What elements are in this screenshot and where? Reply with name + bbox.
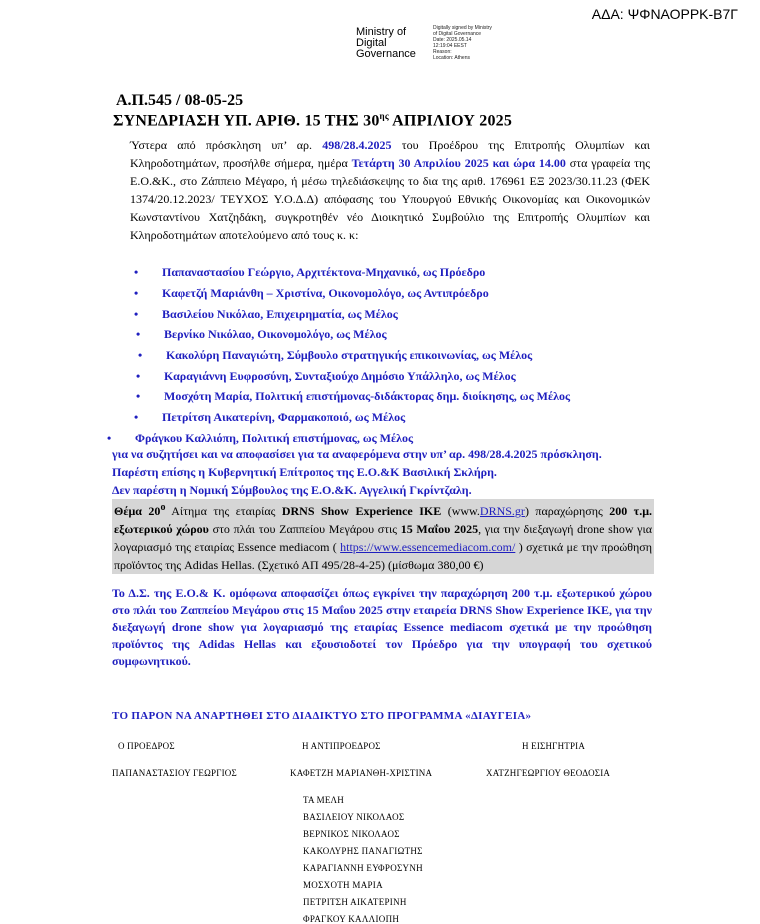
vice-president-role: Η ΑΝΤΙΠΡΟΕΔΡΟΣ bbox=[302, 741, 381, 751]
board-member-item: • Παπαναστασίου Γεώργιο, Αρχιτέκτονα-Μηχανικό, ως Πρόεδρο bbox=[162, 265, 485, 280]
signature-line: Date: 2025.05.14 bbox=[433, 37, 472, 43]
agenda-label-text: Θέμα 20 bbox=[114, 504, 161, 518]
ministry-line: Digital bbox=[356, 37, 387, 49]
member-signature-name: ΜΟΣΧΟΤΗ ΜΑΡΙΑ bbox=[303, 880, 383, 890]
board-member-item: • Βασιλείου Νικόλαο, Επιχειρηματία, ως Μέλος bbox=[162, 307, 398, 322]
agenda-text: ) παραχώρησης bbox=[524, 504, 610, 518]
agenda-label bbox=[114, 504, 165, 518]
signature-line: Reason: bbox=[433, 49, 452, 55]
publish-notice: ΤΟ ΠΑΡΟΝ ΝΑ ΑΝΑΡΤΗΘΕΙ ΣΤΟ ΔΙΑΔΙΚΤΥΟ ΣΤΟ ΠΡΟΓΡΑΜΜΑ «ΔΙΑΥΓΕΙΑ» bbox=[112, 710, 532, 722]
rapporteur-role: Η ΕΙΣΗΓΗΤΡΙΑ bbox=[522, 741, 586, 751]
meeting-datetime: Τετάρτη 30 Απριλίου 2025 και ώρα 14.00 bbox=[351, 156, 566, 170]
board-member-item: • Καφετζή Μαριάνθη – Χριστίνα, Οικονομολόγο, ως Αντιπρόεδρο bbox=[162, 286, 489, 301]
signature-line: Digitally signed by Ministry bbox=[433, 25, 492, 31]
signature-line: 12:19:04 EEST bbox=[433, 43, 467, 49]
president-name: ΠΑΠΑΝΑΣΤΑΣΙΟΥ ΓΕΩΡΓΙΟΣ bbox=[112, 768, 237, 778]
commissioner-line: Παρέστη επίσης η Κυβερνητική Επίτροπος της Ε.Ο.&Κ Βασιλική Σκλήρη. bbox=[112, 465, 497, 479]
agenda-item-box bbox=[112, 499, 654, 574]
board-member-item: • Φράγκου Καλλιόπη, Πολιτική επιστήμονας, ως Μέλος bbox=[135, 431, 413, 446]
agenda-text: (www. bbox=[441, 504, 480, 518]
digital-signature-block bbox=[433, 25, 492, 61]
area-size: 200 τ.μ. εξωτερικού χώρου bbox=[114, 504, 652, 536]
board-decision: Το Δ.Σ. της Ε.Ο.& Κ. ομόφωνα αποφασίζει όπως εγκρίνει την παραχώρηση 200 τ.μ. εξωτερικού χώρου στο πλάι του Ζαππείου Μεγάρου στις 15 Μαΐου 2025 στην εταιρεία DRNS Show Experience IKE, για την διεξαγωγή drone show για λογαριασμό της εταιρίας Essence mediacom σχετικά με την προώθηση προϊόντος της Adidas Hellas και εξουσιοδοτεί τον Πρόεδρο για την υπογραφή του σχετικού συμφωνητικού. bbox=[112, 586, 652, 668]
agenda-text: ) σχετικά με την προώθηση προϊόντος της Adidas Hellas. (Σχετικό ΑΠ 495/28-4-25) (μίσθωμα 380,00 €) bbox=[114, 540, 652, 572]
board-member-item: • Μοσχότη Μαρία, Πολιτική επιστήμονας-διδάκτορας δημ. διοίκησης, ως Μέλος bbox=[164, 389, 570, 404]
company-website-link[interactable]: DRNS.gr bbox=[479, 504, 525, 518]
vice-president-name: ΚΑΦΕΤΖΗ ΜΑΡΙΑΝΘΗ-ΧΡΙΣΤΙΝΑ bbox=[290, 768, 433, 778]
board-member-item: • Πετρίτση Αικατερίνη, Φαρμακοποιό, ως Μέλος bbox=[162, 410, 405, 425]
rapporteur-name: ΧΑΤΖΗΓΕΩΡΓΙΟΥ ΘΕΟΔΟΣΙΑ bbox=[486, 768, 611, 778]
board-member-item: • Καραγιάννη Ευφροσύνη, Συνταξιούχο Δημόσιο Υπάλληλο, ως Μέλος bbox=[164, 369, 516, 384]
invitation-number: 498/28.4.2025 bbox=[322, 138, 392, 152]
legal-advisor-line: Δεν παρέστη η Νομική Σύμβουλος της Ε.Ο.&Κ. Αγγελική Γκρίντζαλη. bbox=[112, 483, 472, 497]
ada-code: ΑΔΑ: ΨΦΝΑΟΡΡΚ-Β7Γ bbox=[591, 6, 738, 22]
intro-text: του Προέδρου της Επιτροπής Ολυμπίων και Κληροδοτημάτων, προσήλθε σήμερα, ημέρα bbox=[130, 138, 651, 170]
ministry-line: Governance bbox=[356, 48, 416, 60]
signature-line: of Digital Governance bbox=[433, 31, 482, 37]
agenda-label-sup: ο bbox=[160, 502, 166, 513]
protocol-reference: Α.Π.545 / 08-05-25 bbox=[116, 92, 244, 109]
signature-line: Location: Athens bbox=[433, 55, 470, 61]
member-signature-name: ΦΡΑΓΚΟΥ ΚΑΛΛΙΟΠΗ bbox=[303, 914, 400, 924]
meeting-sup: ης bbox=[379, 111, 389, 121]
agenda-text: , για την διεξαγωγή drone show για λογαριασμό της εταιρίας Essence mediacom ( bbox=[114, 522, 652, 554]
member-signature-name: ΒΕΡΝΙΚΟΣ ΝΙΚΟΛΑΟΣ bbox=[303, 829, 400, 839]
meeting-prefix: ΣΥΝΕΔΡΙΑΣΗ ΥΠ. ΑΡΙΘ. 15 ΤΗΣ 30 bbox=[113, 112, 380, 130]
intro-paragraph bbox=[130, 136, 650, 244]
member-signature-name: ΚΑΚΟΛΥΡΗΣ ΠΑΝΑΓΙΩΤΗΣ bbox=[303, 846, 423, 856]
ministry-logo-text bbox=[356, 27, 416, 60]
president-role: Ο ΠΡΟΕΔΡΟΣ bbox=[118, 741, 175, 751]
board-member-item: • Κακολύρη Παναγιώτη, Σύμβουλο στρατηγικής επικοινωνίας, ως Μέλος bbox=[166, 348, 532, 363]
agenda-text: στο πλάι του Ζαππείου Μεγάρου στις bbox=[208, 522, 401, 536]
ministry-line: Ministry of bbox=[356, 26, 407, 38]
member-signature-name: ΠΕΤΡΙΤΣΗ ΑΙΚΑΤΕΡΙΝΗ bbox=[303, 897, 407, 907]
essence-mediacom-link[interactable]: https://www.essencemediacom.com/ bbox=[340, 540, 516, 554]
member-signatures bbox=[303, 812, 523, 922]
board-member-item: • Βερνίκο Νικόλαο, Οικονομολόγο, ως Μέλος bbox=[164, 327, 387, 342]
purpose-line: για να συζητήσει και να αποφασίσει για τα αναφερόμενα στην υπ’ αρ. 498/28.4.2025 πρόσκληση. bbox=[112, 447, 602, 461]
meeting-title bbox=[113, 111, 512, 130]
event-date: 15 Μαΐου 2025 bbox=[400, 522, 479, 536]
members-label: ΤΑ ΜΕΛΗ bbox=[303, 795, 344, 805]
intro-text: Ύστερα από πρόσκληση υπ’ αρ. bbox=[130, 138, 323, 152]
intro-text: στα γραφεία της Ε.Ο.&Κ., στο Ζάππειο Μέγαρο, ή μέσω τηλεδιάσκεψης το δια της αριθ. 176961 ΕΞ 2023/30.11.23 (ΦΕΚ 1374/20.12.2023/ ΤΕΥΧΟΣ Υ.Ο.Δ.Δ) απόφασης του Υπουργού Εθνικής Οικονομίας και Οικονομικών Κωνσταντίνου Χατζηδάκη, συγκροτηθέν νέο Διοικητικό Συμβούλιο της Επιτροπής Ολυμπίων και Κληροδοτημάτων αποτελούμενο από τους κ. κ: bbox=[130, 156, 650, 242]
meeting-suffix: ΑΠΡΙΛΙΟΥ 2025 bbox=[388, 112, 513, 130]
member-signature-name: ΒΑΣΙΛΕΙΟΥ ΝΙΚΟΛΑΟΣ bbox=[303, 812, 405, 822]
member-signature-name: ΚΑΡΑΓΙΑΝΝΗ ΕΥΦΡΟΣΥΝΗ bbox=[303, 863, 423, 873]
agenda-text: Αίτημα της εταιρίας bbox=[165, 504, 282, 518]
company-name: DRNS Show Experience IKE bbox=[281, 504, 442, 518]
